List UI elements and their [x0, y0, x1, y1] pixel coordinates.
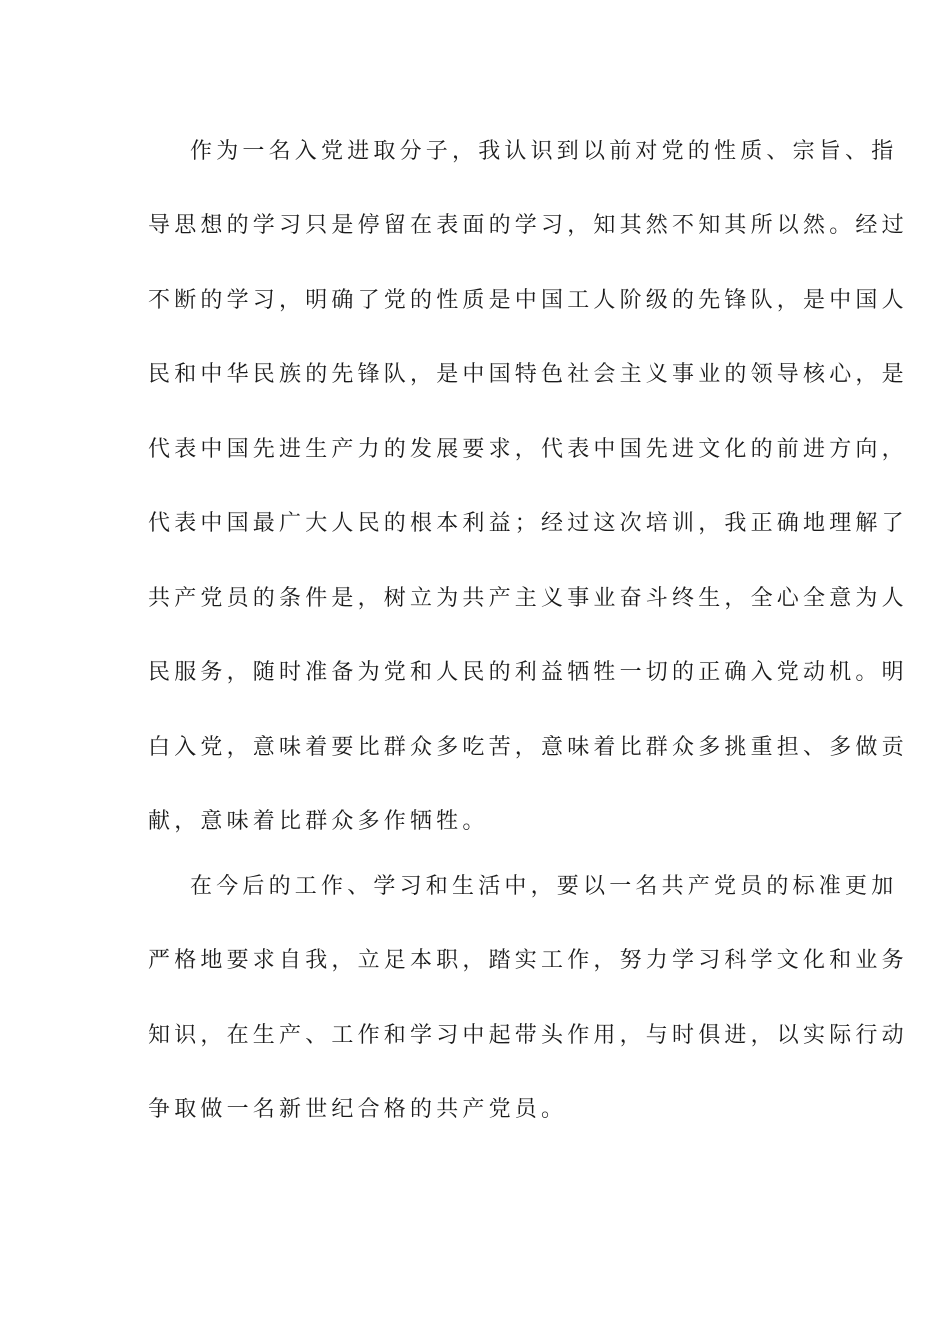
paragraph-2-line-2: 严格地要求自我，立足本职，踏实工作，努力学习科学文化和业务: [148, 948, 908, 973]
paragraph-1-line-3: 不断的学习，明确了党的性质是中国工人阶级的先锋队，是中国人: [148, 288, 908, 313]
paragraph-2-line-1: 在今后的工作、学习和生活中，要以一名共产党员的标准更加: [190, 874, 898, 899]
paragraph-1-line-2: 导思想的学习只是停留在表面的学习，知其然不知其所以然。经过: [148, 213, 908, 238]
paragraph-1-line-7: 共产党员的条件是，树立为共产主义事业奋斗终生，全心全意为人: [148, 586, 908, 611]
paragraph-2-line-4: 争取做一名新世纪合格的共产党员。: [148, 1097, 568, 1122]
paragraph-1-line-10: 献，意味着比群众多作牺牲。: [148, 809, 489, 834]
paragraph-1-line-5: 代表中国先进生产力的发展要求，代表中国先进文化的前进方向，: [148, 437, 908, 462]
paragraph-1-line-8: 民服务，随时准备为党和人民的利益牺牲一切的正确入党动机。明: [148, 660, 908, 685]
paragraph-2-line-3: 知识，在生产、工作和学习中起带头作用，与时俱进，以实际行动: [148, 1023, 908, 1048]
paragraph-1-line-1: 作为一名入党进取分子，我认识到以前对党的性质、宗旨、指: [190, 139, 898, 164]
paragraph-1-line-6: 代表中国最广大人民的根本利益；经过这次培训，我正确地理解了: [148, 511, 908, 536]
paragraph-1-line-4: 民和中华民族的先锋队，是中国特色社会主义事业的领导核心，是: [148, 362, 908, 387]
paragraph-1-line-9: 白入党，意味着要比群众多吃苦，意味着比群众多挑重担、多做贡: [148, 735, 908, 760]
